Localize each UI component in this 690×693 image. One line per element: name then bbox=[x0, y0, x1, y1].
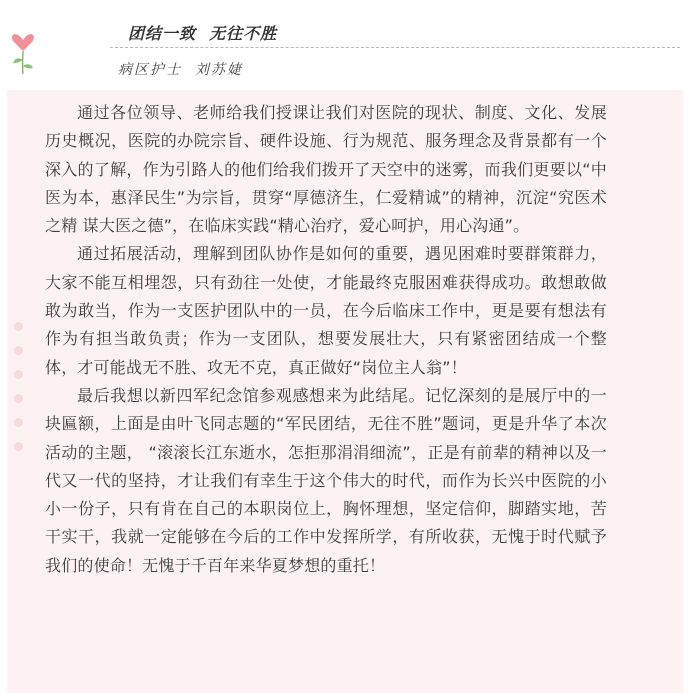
paragraph: 最后我想以新四军纪念馆参观感想来为此结尾。记忆深刻的是展厅中的一块匾额，上面是由叶飞同志题的“军民团结，无往不胜”题词，更是升华了本次活动的主题， “滚滚长江东逝水，怎拒那涓涓细流”，正是有前辈的精神以及一代又一代的坚持，才让我们有幸生于这个伟大的时代，而作为长兴中医院的小小一份子，只有肯在自己的本职岗位上，胸怀理想，坚定信仰，脚踏实地，苦干实干，我就一定能够在今后的工作中发挥所学，有所收获，无愧于时代赋予我们的使命！无愧于千百年来华夏梦想的重托！ bbox=[45, 385, 607, 575]
dot-decoration bbox=[14, 442, 23, 451]
heart-flower-icon bbox=[8, 24, 38, 76]
dot-decoration bbox=[14, 322, 23, 331]
dot-decoration bbox=[14, 418, 23, 427]
paragraph: 通过拓展活动，理解到团队协作是如何的重要，遇见困难时要群策群力，大家不能互相埋怨，只有劲往一处使，才能最终克服困难获得成功。敢想敢做敢为敢当，作为一支医护团队中的一员，在今后临床工作中，更是要有想法有作为有担当敢负责；作为一支团队，想要发展壮大，只有紧密团结成一个整体，才可能战无不胜、攻无不克，真正做好“岗位主人翁”！ bbox=[45, 244, 607, 377]
article-title: 团结一致 无往不胜 bbox=[128, 24, 278, 43]
article-author: 病区护士 刘苏婕 bbox=[118, 62, 243, 78]
title-divider bbox=[110, 47, 680, 48]
decorative-dots bbox=[14, 322, 28, 462]
dot-decoration bbox=[14, 394, 23, 403]
dot-decoration bbox=[14, 346, 23, 355]
dot-decoration bbox=[14, 370, 23, 379]
paragraph: 通过各位领导、老师给我们授课让我们对医院的现状、制度、文化、发展历史概况，医院的办院宗旨、硬件设施、行为规范、服务理念及背景都有一个深入的了解，作为引路人的他们给我们拨开了天空中的迷雾，而我们更要以“中医为本，惠泽民生”为宗旨，贯穿“厚德济生，仁爱精诚”的精神，沉淀“究医术之精 谋大医之德”，在临床实践“精心治疗，爱心呵护，用心沟通”。 bbox=[45, 103, 607, 236]
article-header bbox=[0, 0, 690, 86]
article-body bbox=[45, 99, 607, 580]
